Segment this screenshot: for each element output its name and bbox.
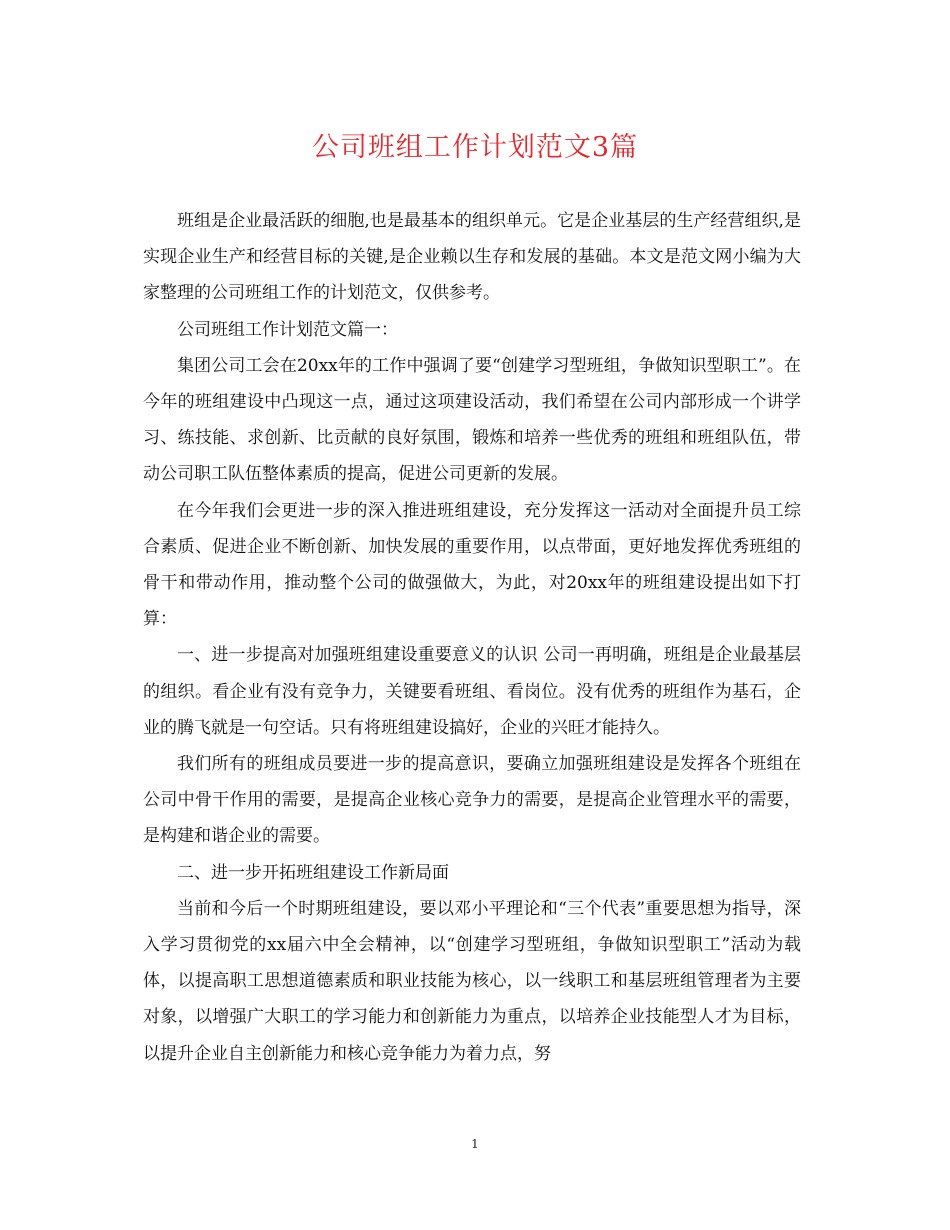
paragraph-point-two: 二、进一步开拓班组建设工作新局面 xyxy=(177,862,449,883)
paragraph-section-heading: 公司班组工作计划范文篇一： xyxy=(177,319,398,340)
paragraph-body: 集团公司工会在20xx年的工作中强调了要“创建学习型班组，争做知识型职工”。在今年的班组建设中凸现这一点，通过这项建设活动，我们希望在公司内部形成一个讲学习、练技能、求创新、比贡献的良好氛围，锻炼和培养一些优秀的班组和班组队伍，带动公司职工队伍整体素质的提高，促进公司更新的发展。 xyxy=(143,355,801,485)
document-title: 公司班组工作计划范文3篇 xyxy=(311,132,639,163)
paragraph-intro: 班组是企业最活跃的细胞,也是最基本的组织单元。它是企业基层的生产经营组织,是实现企业生产和经营目标的关键,是企业赖以生存和发展的基础。本文是范文网小编为大家整理的公司班组工作的计划范文，仅供参考。 xyxy=(143,211,801,304)
paragraph-body: 当前和今后一个时期班组建设，要以邓小平理论和“三个代表”重要思想为指导，深入学习贯彻党的xx届六中全会精神，以“创建学习型班组，争做知识型职工”活动为载体，以提高职工思想道德素质和职业技能为核心，以一线职工和基层班组管理者为主要对象，以增强广大职工的学习能力和创新能力为重点，以培养企业技能型人才为目标，以提升企业自主创新能力和核心竞争能力为着力点，努 xyxy=(143,898,801,1064)
document-body xyxy=(143,203,801,1072)
paragraph-body: 在今年我们会更进一步的深入推进班组建设，充分发挥这一活动对全面提升员工综合素质、促进企业不断创新、加快发展的重要作用，以点带面，更好地发挥优秀班组的骨干和带动作用，推动整个公司的做强做大，为此，对20xx年的班组建设提出如下打算： xyxy=(143,500,801,630)
paragraph-point-one: 一、进一步提高对加强班组建设重要意义的认识 公司一再明确，班组是企业最基层的组织。看企业有没有竞争力，关键要看班组、看岗位。没有优秀的班组作为基石，企业的腾飞就是一句空话。只有将班组建设搞好，企业的兴旺才能持久。 xyxy=(143,645,801,738)
paragraph-body: 我们所有的班组成员要进一步的提高意识，要确立加强班组建设是发挥各个班组在公司中骨干作用的需要，是提高企业核心竞争力的需要，是提高企业管理水平的需要，是构建和谐企业的需要。 xyxy=(143,754,801,847)
page-number: 1 xyxy=(471,1137,479,1151)
